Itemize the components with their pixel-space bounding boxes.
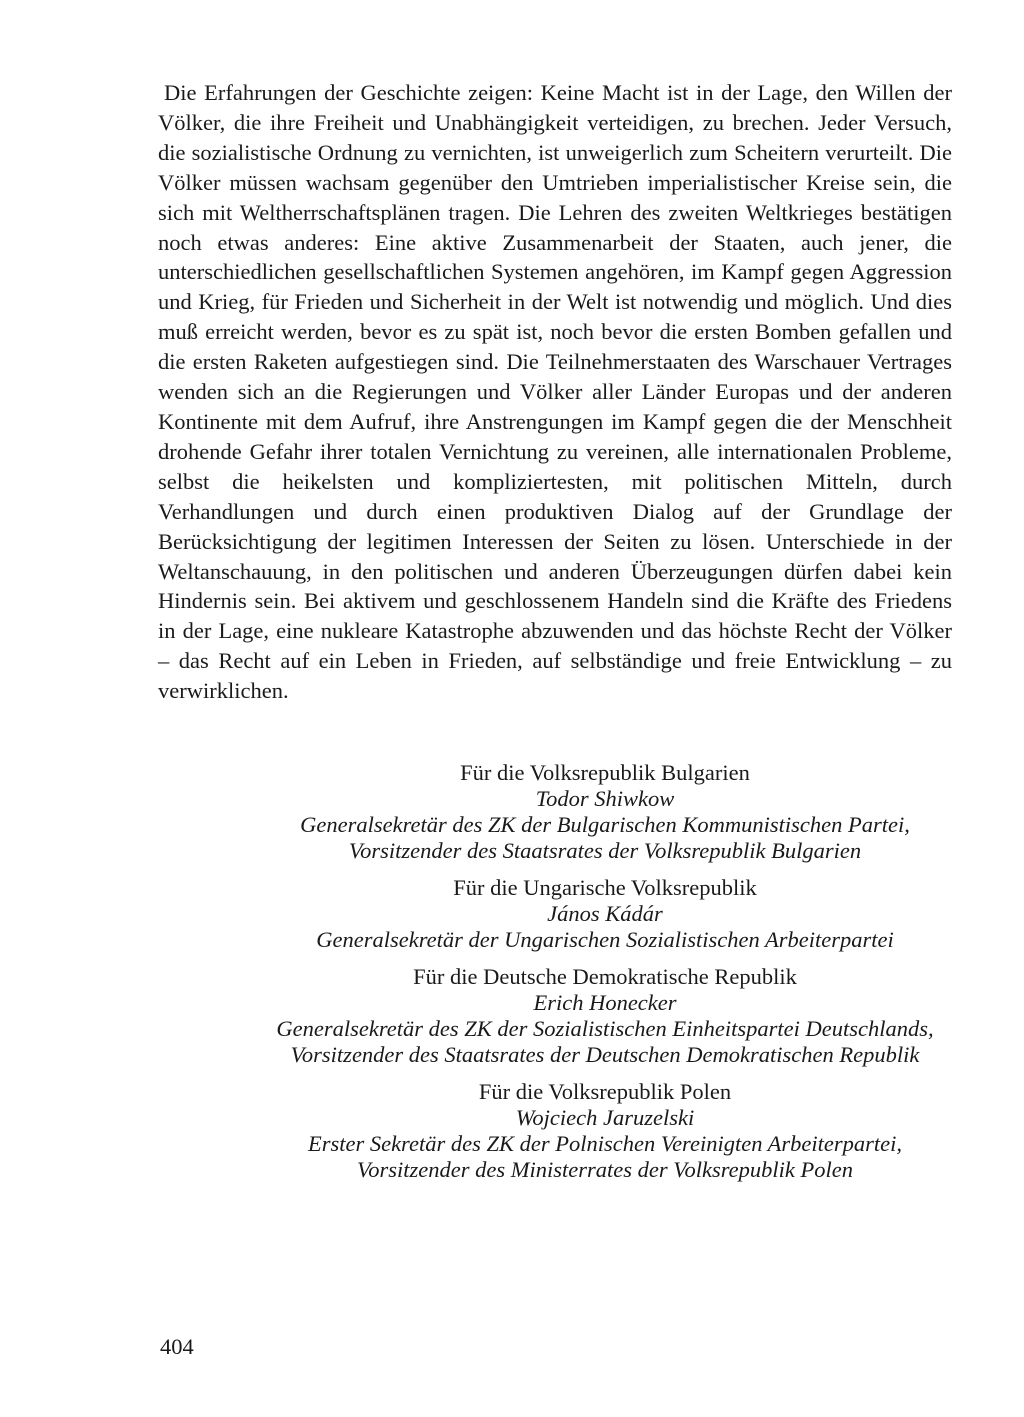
- signatory-country: Für die Deutsche Demokratische Republik: [413, 964, 797, 989]
- signatory-title-line1: Generalsekretär des ZK der Bulgarischen Kommunistischen Partei,: [300, 812, 910, 837]
- signatory-title-line2: Vorsitzender des Ministerrates der Volksrepublik Polen: [357, 1157, 853, 1182]
- signatory-title-line2: Vorsitzender des Staatsrates der Volksrepublik Bulgarien: [348, 838, 862, 863]
- signatory-title-line1: Generalsekretär des ZK der Sozialistischen Einheitspartei Deutschlands,: [276, 1016, 934, 1041]
- signatory-name: Wojciech Jaruzelski: [515, 1105, 695, 1130]
- signatory-country: Für die Volksrepublik Polen: [478, 1079, 732, 1104]
- signatory-title-line1: Generalsekretär der Ungarischen Sozialistischen Arbeiterpartei: [316, 927, 894, 952]
- page-number: 404: [160, 1334, 194, 1359]
- signatory-title-line1: Erster Sekretär des ZK der Polnischen Vereinigten Arbeiterpartei,: [307, 1131, 903, 1156]
- signatory-country: Für die Ungarische Volksrepublik: [453, 875, 757, 900]
- signatory-gdr: [200, 964, 1010, 1068]
- signatory-poland: [200, 1079, 1010, 1183]
- signatory-bulgaria: [200, 760, 1010, 864]
- body-paragraph: Die Erfahrungen der Geschichte zeigen: Keine Macht ist in der Lage, den Willen der Völker, die ihre Freiheit und Unabhängigkeit verteidigen, zu brechen. Jeder Versuch, die sozialistische Ordnung zu vernichten, ist unweigerlich zum Scheitern verurteilt. Die Völker müssen wachsam gegenüber den Umtrieben imperialistischer Kreise sein, die sich mit Weltherrschaftsplänen tragen. Die Lehren des zweiten Weltkrieges bestätigen noch etwas anderes: Eine aktive Zusammenarbeit der Staaten, auch jener, die unterschiedlichen gesellschaftlichen Systemen angehören, im Kampf gegen Aggression und Krieg, für Frieden und Sicherheit in der Welt ist notwendig und möglich. Und dies muß erreicht werden, bevor es zu spät ist, noch bevor die ersten Bomben gefallen und die ersten Raketen aufgestiegen sind. Die Teilnehmerstaaten des Warschauer Vertrages wenden sich an die Regierungen und Völker aller Länder Europas und der anderen Kontinente mit dem Aufruf, ihre Anstrengungen im Kampf gegen die der Menschheit drohende Gefahr ihrer totalen Vernichtung zu vereinen, alle internationalen Probleme, selbst die heikelsten und kompliziertesten, mit politischen Mitteln, durch Verhandlungen und durch einen produktiven Dialog auf der Grundlage der Berücksichtigung der legitimen Interessen der Seiten zu lösen. Unterschiede in der Weltanschauung, in den politischen und anderen Überzeugungen dürfen dabei kein Hindernis sein. Bei aktivem und geschlossenem Handeln sind die Kräfte des Friedens in der Lage, eine nukleare Katastrophe abzuwenden und das höchste Recht der Völker – das Recht auf ein Leben in Frieden, auf selbständige und freie Entwicklung – zu verwirklichen.: [158, 80, 952, 704]
- signatory-title-line2: Vorsitzender des Staatsrates der Deutschen Demokratischen Republik: [290, 1042, 920, 1067]
- signatures-section: [200, 760, 1010, 1194]
- signatory-name: Erich Honecker: [533, 990, 677, 1015]
- signatory-name: János Kádár: [547, 901, 663, 926]
- signatory-name: Todor Shiwkow: [535, 786, 675, 811]
- signatory-country: Für die Volksrepublik Bulgarien: [460, 760, 750, 785]
- signatory-hungary: [200, 875, 1010, 953]
